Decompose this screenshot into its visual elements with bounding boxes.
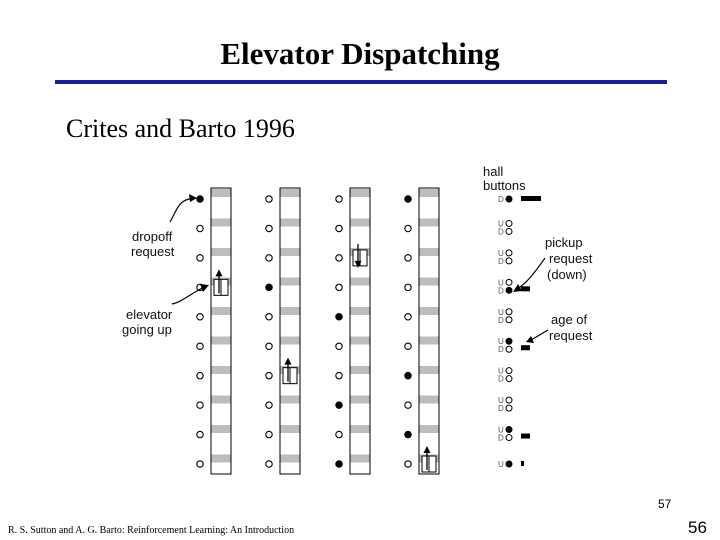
- car-button-shaft3-floor7: [336, 284, 342, 290]
- footer-citation: R. S. Sutton and A. G. Barto: Reinforcement Learning: An Introduction: [8, 525, 295, 536]
- slide-subtitle: Crites and Barto 1996: [66, 114, 295, 143]
- car-button-shaft1-floor9: [197, 225, 203, 231]
- hall-letter-U-floor6: U: [498, 307, 504, 317]
- age-bar-floor5: [521, 345, 530, 350]
- car-button-shaft3-floor9: [336, 225, 342, 231]
- car-button-shaft3-floor5: [336, 343, 342, 349]
- dropoff-label-line1: dropoff: [132, 229, 173, 244]
- car-button-shaft4-floor2: [405, 431, 411, 437]
- hall-button-up-floor8: [506, 250, 512, 256]
- pickup-label-line1: pickup: [545, 235, 583, 250]
- car-button-shaft2-floor2: [266, 431, 272, 437]
- shaft-4: [419, 188, 439, 474]
- car-button-shaft1-floor2: [197, 431, 203, 437]
- hall-letter-U-floor4: U: [498, 366, 504, 376]
- hall-letter-D-floor4: D: [498, 374, 504, 384]
- hall-button-down-floor5: [506, 346, 512, 352]
- car-button-shaft4-floor8: [405, 255, 411, 261]
- hall-letter-D-floor8: D: [498, 256, 504, 266]
- pickup-label-line2: request: [549, 251, 593, 266]
- car-button-shaft2-floor10: [266, 196, 272, 202]
- car-button-shaft4-floor4: [405, 372, 411, 378]
- hall-button-up-floor1: [506, 461, 512, 467]
- hall-buttons-label-line2: buttons: [483, 178, 526, 193]
- hall-letter-D-floor9: D: [498, 227, 504, 237]
- dropoff-label-line2: request: [131, 244, 175, 259]
- car-button-shaft3-floor1: [336, 461, 342, 467]
- hall-button-up-floor9: [506, 220, 512, 226]
- elevator-label-line1: elevator: [126, 307, 173, 322]
- age-label-line1: age of: [551, 312, 588, 327]
- car-button-shaft3-floor2: [336, 431, 342, 437]
- hall-buttons-layer: [498, 195, 541, 469]
- cars-layer: [214, 244, 436, 472]
- hall-buttons-label-line1: hall: [483, 164, 504, 179]
- car-button-shaft1-floor5: [197, 343, 203, 349]
- car-button-shaft2-floor5: [266, 343, 272, 349]
- car-button-shaft2-floor1: [266, 461, 272, 467]
- hall-letter-U-floor3: U: [498, 396, 504, 406]
- car-button-shaft4-floor9: [405, 225, 411, 231]
- hall-button-down-floor7: [506, 287, 512, 293]
- hall-letter-D-floor7: D: [498, 286, 504, 296]
- page-number: 56: [688, 518, 707, 537]
- car-button-shaft2-floor7: [266, 284, 272, 290]
- hall-button-down-floor9: [506, 228, 512, 234]
- age-bar-floor2: [521, 434, 530, 439]
- hall-button-down-floor8: [506, 258, 512, 264]
- hall-letter-U-floor8: U: [498, 248, 504, 258]
- car-button-shaft1-floor6: [197, 314, 203, 320]
- hall-button-up-floor2: [506, 427, 512, 433]
- car-button-shaft2-floor6: [266, 314, 272, 320]
- car-button-shaft4-floor10: [405, 196, 411, 202]
- hall-button-up-floor6: [506, 309, 512, 315]
- age-bar-floor10: [521, 196, 541, 201]
- age-bar-floor1: [521, 461, 524, 466]
- pickup-label-line3: (down): [547, 267, 587, 282]
- car-button-shaft1-floor10: [197, 196, 203, 202]
- car-button-shaft2-floor8: [266, 255, 272, 261]
- elevator-pointer: [172, 286, 206, 304]
- slide-title: Elevator Dispatching: [220, 36, 500, 71]
- car-button-shaft4-floor3: [405, 402, 411, 408]
- shaft-3: [350, 188, 370, 474]
- shafts-layer: [197, 188, 439, 474]
- shaft-2: [280, 188, 300, 474]
- hall-letter-D-floor5: D: [498, 345, 504, 355]
- hall-letter-U-floor2: U: [498, 425, 504, 435]
- car-button-shaft1-floor8: [197, 255, 203, 261]
- hall-letter-U-floor1: U: [498, 460, 504, 469]
- car-button-shaft4-floor1: [405, 461, 411, 467]
- car-button-shaft2-floor4: [266, 372, 272, 378]
- car-button-shaft4-floor5: [405, 343, 411, 349]
- hall-letter-D-floor10: D: [498, 195, 504, 204]
- shaft-1: [211, 188, 231, 474]
- slide-number: 57: [658, 497, 672, 511]
- hall-letter-D-floor2: D: [498, 433, 504, 443]
- car-button-shaft3-floor8: [336, 255, 342, 261]
- hall-button-up-floor7: [506, 279, 512, 285]
- pickup-pointer-head: [513, 284, 522, 292]
- hall-letter-U-floor5: U: [498, 337, 504, 347]
- car-button-shaft3-floor3: [336, 402, 342, 408]
- car-button-shaft4-floor6: [405, 314, 411, 320]
- elevator-label-line2: going up: [122, 322, 172, 337]
- age-label-line2: request: [549, 328, 593, 343]
- car-button-shaft3-floor10: [336, 196, 342, 202]
- dropoff-pointer-head: [189, 194, 197, 202]
- car-button-shaft1-floor4: [197, 372, 203, 378]
- hall-letter-D-floor3: D: [498, 404, 504, 414]
- hall-button-up-floor4: [506, 368, 512, 374]
- age-bar-floor7: [521, 286, 530, 291]
- hall-letter-D-floor6: D: [498, 315, 504, 325]
- car-button-shaft1-floor3: [197, 402, 203, 408]
- pickup-pointer: [516, 258, 545, 290]
- car-button-shaft2-floor3: [266, 402, 272, 408]
- hall-letter-U-floor9: U: [498, 219, 504, 229]
- car-button-shaft4-floor7: [405, 284, 411, 290]
- hall-letter-U-floor7: U: [498, 278, 504, 288]
- car-button-shaft3-floor6: [336, 314, 342, 320]
- hall-button-down-floor10: [506, 196, 512, 202]
- car-button-shaft1-floor1: [197, 461, 203, 467]
- car-button-shaft3-floor4: [336, 372, 342, 378]
- hall-button-up-floor5: [506, 338, 512, 344]
- hall-button-up-floor3: [506, 397, 512, 403]
- hall-button-down-floor6: [506, 317, 512, 323]
- car-button-shaft2-floor9: [266, 225, 272, 231]
- hall-button-down-floor4: [506, 376, 512, 382]
- hall-button-down-floor3: [506, 405, 512, 411]
- hall-button-down-floor2: [506, 435, 512, 441]
